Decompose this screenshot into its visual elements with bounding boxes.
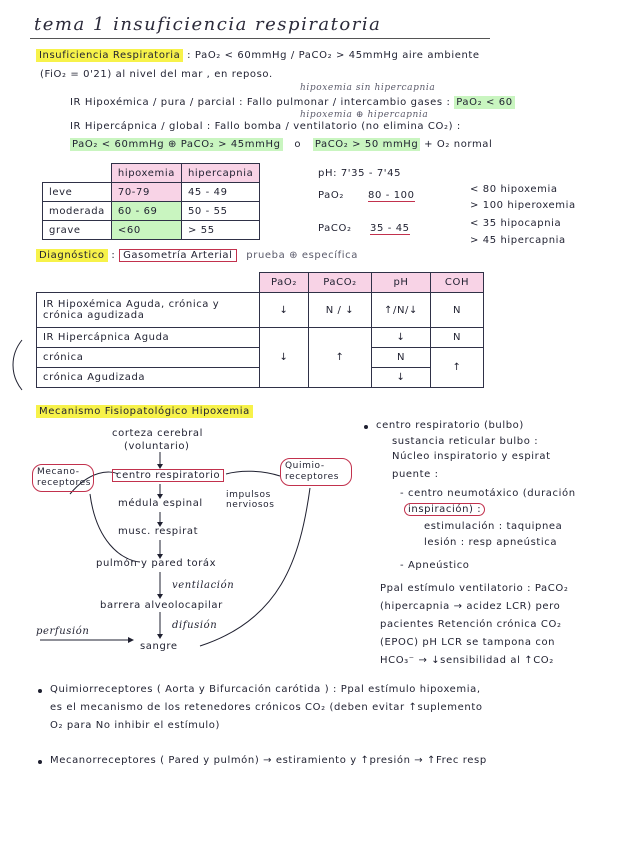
- table-header: hipoxemia: [111, 164, 181, 183]
- right-line-1: sustancia reticular bulbo :: [392, 436, 539, 447]
- table-cell: IR Hipoxémica Aguda, crónica y crónica agudizada: [37, 293, 260, 328]
- right-line-4: - centro neumotáxico (duración: [400, 488, 576, 499]
- table-cell: 45 - 49: [181, 183, 259, 202]
- hiperc-desc: Fallo bomba / ventilatorio (no elimina CO₂) :: [214, 121, 461, 132]
- table-cell: 50 - 55: [181, 202, 259, 221]
- table-header: PaCO₂: [309, 273, 372, 293]
- node-medula: médula espinal: [118, 498, 203, 509]
- table-cell: moderada: [43, 202, 112, 221]
- diagnosis-line: Diagnóstico : Gasometría Arterial prueba ⊕ específica: [36, 250, 358, 261]
- stimulus-4: HCO₃⁻ → ↓sensibilidad al ↑CO₂: [380, 655, 554, 666]
- table-cell: N: [431, 293, 484, 328]
- table-header: PaO₂: [260, 273, 309, 293]
- table-cell: > 55: [181, 221, 259, 240]
- table-header: hipercapnia: [181, 164, 259, 183]
- mechanism-title-text: Mecanismo Fisiopatológico Hipoxemia: [36, 405, 253, 418]
- table-cell: N: [372, 348, 431, 368]
- hiperc-v1: PaO₂ < 60mmHg ⊕ PaCO₂ > 45mmHg: [72, 139, 281, 150]
- paco2-high: > 45 hipercapnia: [470, 235, 566, 246]
- hipox-label: IR Hipoxémica / pura / parcial :: [70, 97, 244, 108]
- paco2-low: < 35 hipocapnia: [470, 218, 562, 229]
- node-sangre: sangre: [140, 641, 178, 652]
- table-cell: ↑/N/↓: [372, 293, 431, 328]
- pao2-high: > 100 hiperoxemia: [470, 200, 576, 211]
- node-pulmon: pulmón y pared toráx: [96, 558, 217, 569]
- stimulus-1: (hipercapnia → acidez LCR) pero: [380, 601, 561, 612]
- hipox-note: hipoxemia sin hipercapnia: [300, 83, 436, 93]
- diagnosis-label: Diagnóstico: [36, 249, 108, 262]
- bullet-1-line-3: O₂ para No inhibir el estímulo): [50, 720, 221, 731]
- stimulus-2: pacientes Retención crónica CO₂: [380, 619, 562, 630]
- hipox-desc: Fallo pulmonar / intercambio gases :: [246, 97, 451, 108]
- table-cell: 60 - 69: [111, 202, 181, 221]
- bullet-dot: [38, 760, 42, 764]
- hiperc-note: hipoxemia ⊕ hipercapnia: [300, 110, 429, 120]
- hiperc-o2: + O₂ normal: [424, 139, 493, 150]
- definition-criteria-2: (FiO₂ = 0'21) al nivel del mar , en reposo.: [40, 69, 273, 80]
- right-line-8: - Apneústico: [400, 560, 470, 571]
- pao2-low: < 80 hipoxemia: [470, 184, 558, 195]
- paco2-range: 35 - 45: [370, 223, 410, 234]
- node-musc: musc. respirat: [118, 526, 199, 537]
- arrow: [13, 340, 22, 390]
- table-cell: ↑: [431, 348, 484, 388]
- node-impulsos: impulsos nerviosos: [226, 490, 275, 510]
- node-barrera: barrera alveolocapilar: [100, 600, 223, 611]
- pao2-range: 80 - 100: [368, 190, 415, 201]
- definition-criteria: : PaO₂ < 60mmHg / PaCO₂ > 45mmHg aire ambiente: [187, 50, 480, 61]
- diagnosis-test: Gasometría Arterial: [119, 249, 236, 262]
- table-cell: N / ↓: [309, 293, 372, 328]
- table-cell: crónica: [37, 348, 260, 368]
- right-line-7: lesión : resp apneústica: [424, 537, 558, 548]
- node-center: centro respiratorio: [112, 469, 224, 482]
- node-perfusion: perfusión: [36, 626, 90, 637]
- node-cortex: corteza cerebral: [112, 428, 204, 439]
- table-cell: IR Hipercápnica Aguda: [37, 328, 260, 348]
- table-cell: ↑: [309, 328, 372, 388]
- right-line-6: estimulación : taquipnea: [424, 521, 563, 532]
- definition-term: Insuficiencia Respiratoria: [36, 49, 183, 62]
- node-ventil: ventilación: [172, 580, 235, 591]
- table-cell: ↓: [372, 368, 431, 388]
- bullet-dot: [38, 689, 42, 693]
- paco2-label: PaCO₂: [318, 223, 352, 234]
- table-cell: ↓: [260, 293, 309, 328]
- node-difusion: difusión: [172, 620, 218, 631]
- table-cell: leve: [43, 183, 112, 202]
- hiperc-label: IR Hipercápnica / global :: [70, 121, 211, 132]
- table-cell: N: [431, 328, 484, 348]
- page-title: tema 1 insuficiencia respiratoria: [34, 14, 382, 35]
- bullet-1-line-1: Quimiorreceptores ( Aorta y Bifurcación carótida ) : Ppal estímulo hipoxemia,: [50, 684, 481, 695]
- pao2-label: PaO₂: [318, 190, 344, 201]
- bullet-2-line-1: Mecanorreceptores ( Pared y pulmón) → estiramiento y ↑presión → ↑Frec resp: [50, 755, 487, 766]
- bullet-dot: [364, 425, 368, 429]
- ph-range: pH: 7'35 - 7'45: [318, 168, 402, 179]
- hipox-value: PaO₂ < 60: [456, 97, 513, 108]
- table-cell: ↓: [260, 328, 309, 388]
- table-cell: grave: [43, 221, 112, 240]
- stimulus-3: (EPOC) pH LCR se tampona con: [380, 637, 556, 648]
- node-cortex-2: (voluntario): [124, 441, 190, 452]
- table-cell: crónica Agudizada: [37, 368, 260, 388]
- table-header: COH: [431, 273, 484, 293]
- table-cell: <60: [111, 221, 181, 240]
- table-cell: 70-79: [111, 183, 181, 202]
- right-line-3: puente :: [392, 469, 439, 480]
- diagnosis-note: prueba ⊕ específica: [246, 250, 358, 261]
- hiperc-or: o: [294, 139, 302, 150]
- bullet-1-line-2: es el mecanismo de los retenedores crónicos CO₂ (deben evitar ↑suplemento: [50, 702, 483, 713]
- right-line-5: inspiración) :: [404, 503, 485, 516]
- right-line-0: centro respiratorio (bulbo): [376, 420, 524, 431]
- arrow: [226, 471, 280, 476]
- hiperc-v2: PaCO₂ > 50 mmHg: [314, 139, 419, 150]
- table-header: pH: [372, 273, 431, 293]
- node-quimio: Quimio-receptores: [280, 458, 352, 486]
- table-cell: ↓: [372, 328, 431, 348]
- stimulus-0: Ppal estímulo ventilatorio : PaCO₂: [380, 583, 569, 594]
- node-mecano: Mecano-receptores: [32, 464, 94, 492]
- right-line-2: Núcleo inspiratorio y espirat: [392, 451, 551, 462]
